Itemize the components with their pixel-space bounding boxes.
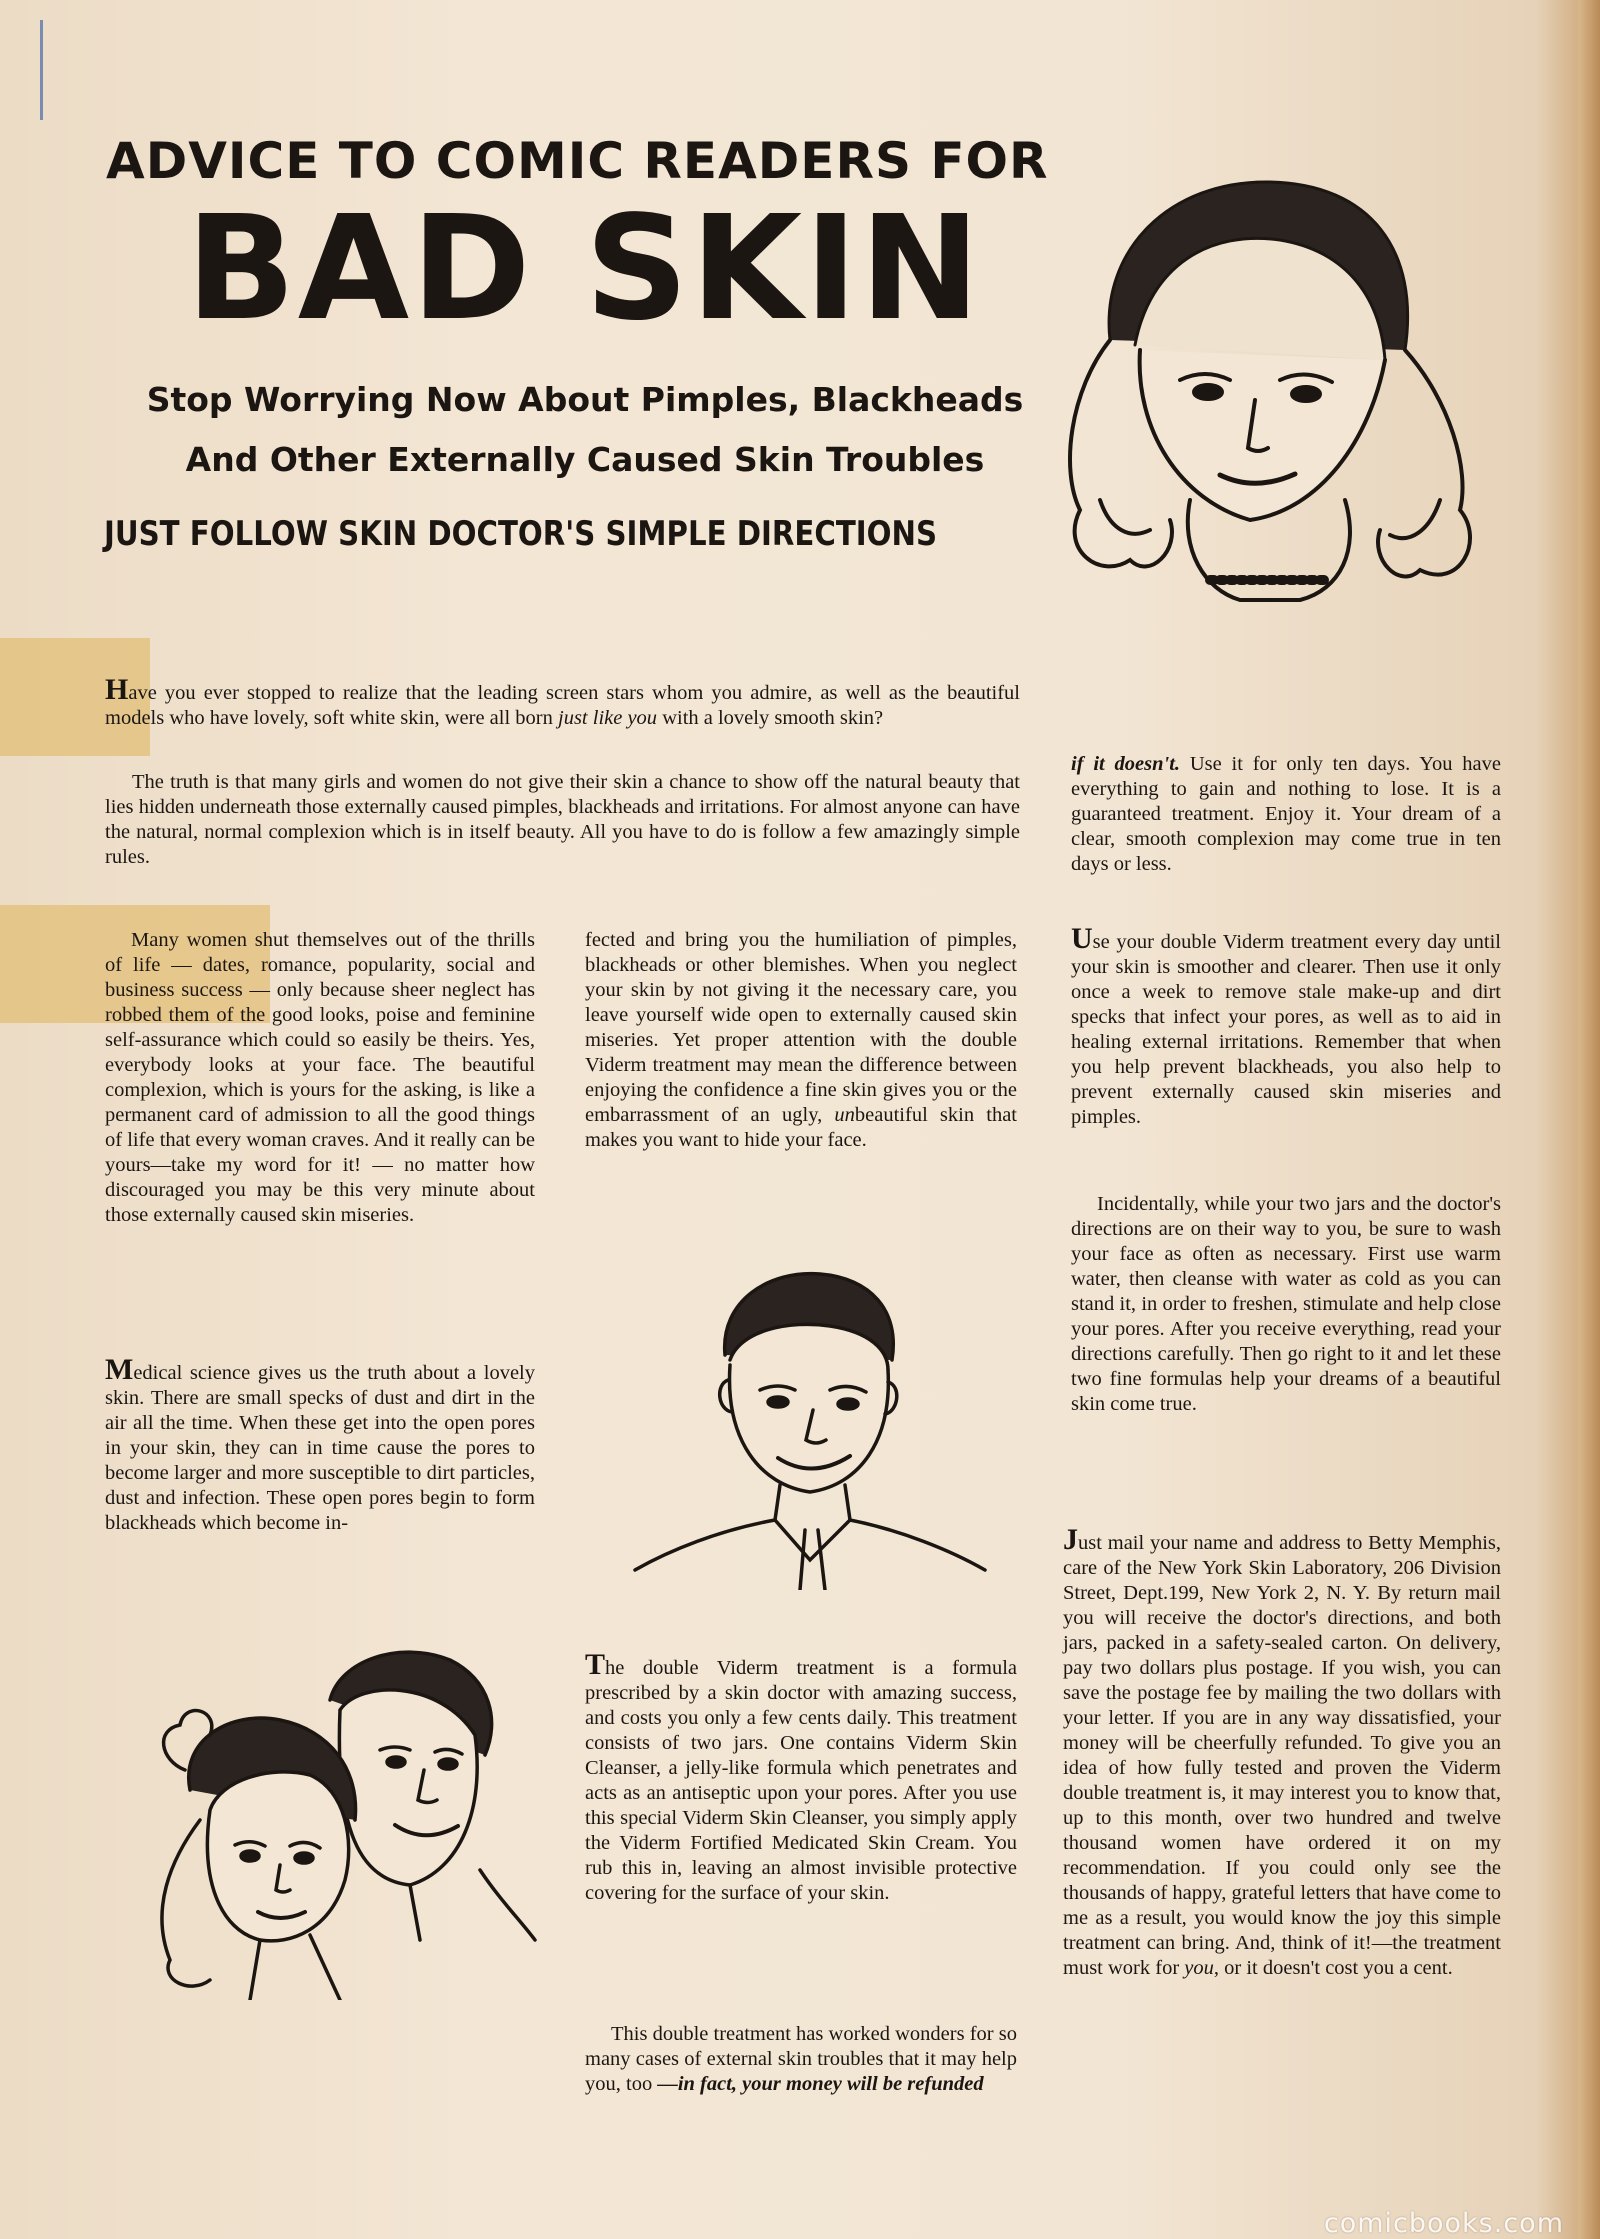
column1-paragraph-2 (105, 1353, 535, 1536)
column-emphasis: you (1184, 1957, 1214, 1979)
column-text: he double Viderm treatment is a formula prescribed by a skin doctor with amazing success, and costs you only a few cents daily. This treatment consists of two jars. One contains Viderm Skin Cleanser, a jelly-like formula which penetrates and acts as an antiseptic upon your pores. After you use this special Viderm Skin Cleanser, you simply apply the Viderm Fortified Medicated Skin Cream. You rub this in, leaving an almost invisible protective covering for the surface of your skin. (585, 1657, 1017, 1904)
drop-cap: U (1071, 922, 1093, 955)
intro-paragraph-2: The truth is that many girls and women do not give their skin a chance to show off the natural beauty that lies hidden underneath those externally caused pimples, blackheads and irritations. For almost anyone can have the natural, normal complexion which is in itself beauty. All you have to do is follow a few amazingly simple rules. (105, 771, 1020, 868)
intro-text: ave you ever stopped to realize that the leading screen stars whom you admire, as well as the beautiful models who have lovely, soft white skin, were all born (105, 682, 1020, 729)
intro-emphasis: just like you (558, 707, 658, 729)
column-text: se your double Viderm treatment every day until your skin is smoother and clearer. Then use it only once a week to remove stale make-up and dirt specks that infect your pores, as well as to aid in healing external irritations. Remember that when you help prevent blackheads, you also help to prevent externally caused skin miseries and pimples. (1071, 931, 1501, 1128)
subheadline-1: Stop Worrying Now About Pimples, Blackheads (146, 380, 1024, 419)
headline-main: BAD SKIN (186, 184, 983, 352)
subheadline-3: JUST FOLLOW SKIN DOCTOR'S SIMPLE DIRECTIONS (104, 514, 938, 554)
woman-portrait-illustration (1040, 170, 1500, 650)
watermark: comicbooks.com (1323, 2208, 1564, 2239)
column-emphasis: if it doesn't. (1071, 753, 1181, 775)
column2-paragraph-2 (585, 1648, 1017, 1906)
drop-cap: H (105, 673, 129, 706)
intro-paragraph-1 (105, 673, 1020, 731)
headline-kicker: ADVICE TO COMIC READERS FOR (106, 132, 1049, 190)
spine-mark (40, 20, 43, 120)
column3-paragraph-4 (1063, 1523, 1501, 1981)
man-portrait-illustration (630, 1260, 990, 1590)
column-emphasis: un (834, 1104, 855, 1126)
column-text: beautiful skin that makes you want to hide your face. (585, 1104, 1017, 1151)
column3-paragraph-3: Incidentally, while your two jars and the doctor's directions are on their way to you, be sure to wash your face as often as necessary. First use warm water, then cleanse with water as cold as you can stand it, in order to freshen, stimulate and help close your pores. After you receive everything, read your directions carefully. Then go right to it and let these two fine formulas help your dreams of a beautiful skin come true. (1071, 1193, 1501, 1415)
drop-cap: J (1063, 1523, 1078, 1556)
column-text: This double treatment has worked wonders for so many cases of external skin troubles that it may help you, too (585, 2023, 1017, 2095)
couple-illustration (140, 1640, 540, 2000)
column3-paragraph-2 (1071, 922, 1501, 1130)
subheadline-2: And Other Externally Caused Skin Troubles (185, 440, 985, 479)
page-edge (1578, 0, 1600, 2239)
column2-paragraph-1 (585, 928, 1017, 1153)
drop-cap: T (585, 1648, 606, 1681)
column-text: edical science gives us the truth about a lovely skin. There are small specks of dust and dirt in the air all the time. When these get into the open pores in your skin, they can in time cause the pores to become larger and more susceptible to dirt particles, dust and infection. These open pores begin to form blackheads which become in- (105, 1362, 535, 1534)
column-emphasis: —in fact, your money will be refunded (657, 2073, 984, 2095)
column-text: ust mail your name and address to Betty Memphis, care of the New York Skin Laboratory, 206 Division Street, Dept.199, New York 2, N. Y. By return mail you will receive the doctor's directions, and both jars, packed in a safety-sealed carton. On delivery, pay two dollars plus postage. If you wish, you can save the postage fee by mailing the two dollars with your letter. If you are in any way dissatisfied, your money will be cheerfully refunded. To give you an idea of how fully tested and proven the Viderm double treatment is, it may interest you to know that, up to this month, over two hundred and twelve thousand women have ordered it on my recommendation. If you could only see the thousands of happy, grateful letters that have come to me as a result, you would know the joy this simple treatment can bring. And, think of it!—the treatment must work for (1063, 1532, 1501, 1979)
column2-paragraph-3 (585, 2022, 1017, 2097)
drop-cap: M (105, 1353, 134, 1386)
column3-paragraph-1 (1071, 752, 1501, 877)
column-text: , or it doesn't cost you a cent. (1213, 1957, 1453, 1979)
column-text: fected and bring you the humiliation of pimples, blackheads or other blemishes. When you neglect your skin by not giving it the necessary care, you leave yourself wide open to externally caused skin miseries. Yet proper attention with the double Viderm treatment may mean the difference between enjoying the confidence a fine skin gives you or the embarrassment of an ugly, (585, 929, 1017, 1126)
column-text: Use it for only ten days. You have everything to gain and nothing to lose. It is a guaranteed treatment. Enjoy it. Your dream of a clear, smooth complexion may come true in ten days or less. (1071, 753, 1501, 875)
intro-text: with a lovely smooth skin? (657, 707, 884, 729)
column1-paragraph-1: Many women shut themselves out of the thrills of life — dates, romance, popularity, social and business success — only because sheer neglect has robbed them of the good looks, poise and feminine self-assurance which could so easily be theirs. Yes, everybody looks at your face. The beautiful complexion, which is yours for the asking, is like a permanent card of admission to all the good things of life that every woman craves. And it really can be yours—take my word for it! — no matter how discouraged you may be this very minute about those externally caused skin miseries. (105, 929, 535, 1226)
